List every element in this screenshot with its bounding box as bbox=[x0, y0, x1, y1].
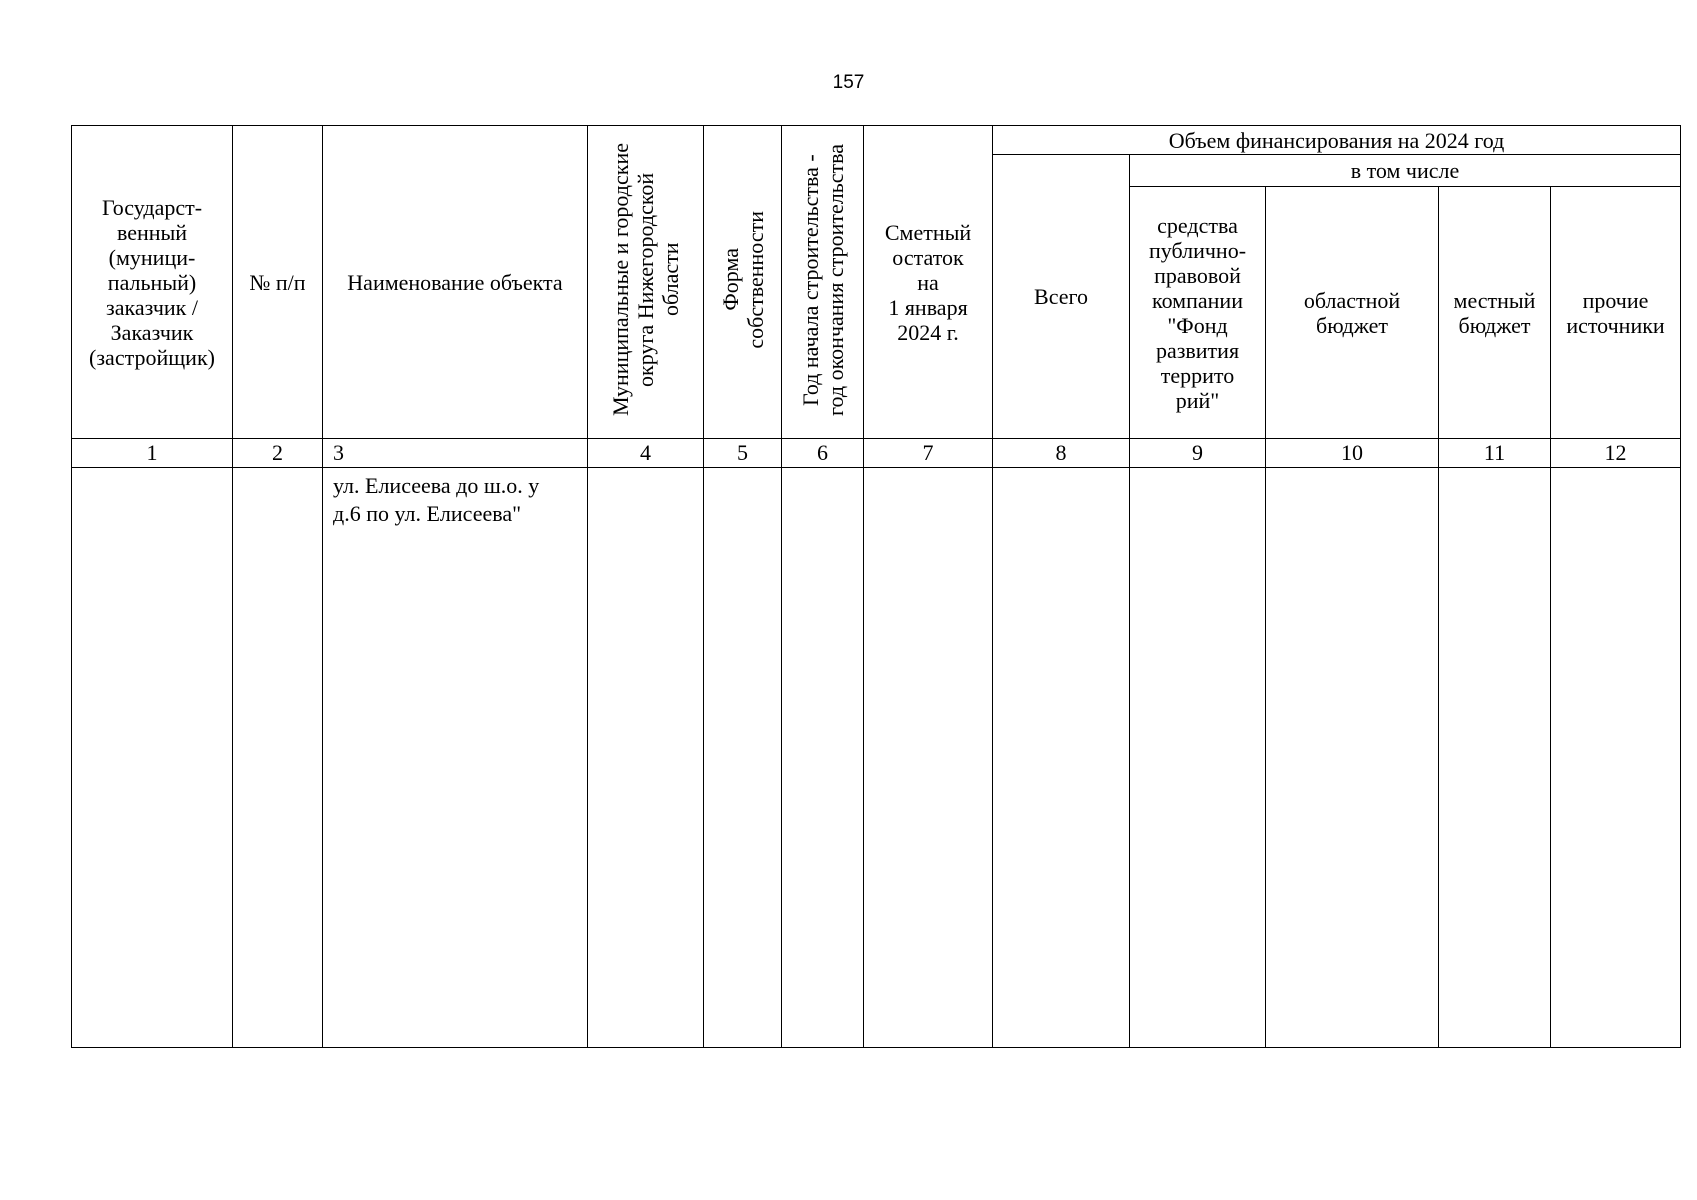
header-funding-volume-label: Объем финансирования на 2024 год bbox=[1168, 127, 1505, 153]
header-customer-line: Заказчик bbox=[110, 319, 194, 345]
cell-object-name bbox=[323, 468, 588, 1048]
header-fund-sources-line: средства bbox=[1157, 212, 1238, 238]
column-number: 2 bbox=[233, 439, 323, 468]
cell-ownership-form bbox=[704, 468, 782, 1048]
header-estimated-balance-line: на bbox=[917, 269, 939, 295]
header-fund-sources-line: "Фонд bbox=[1167, 312, 1228, 338]
column-number: 10 bbox=[1266, 439, 1439, 468]
header-total bbox=[993, 155, 1130, 439]
cell-regional-budget bbox=[1266, 468, 1439, 1048]
column-number: 6 bbox=[782, 439, 864, 468]
column-number: 1 bbox=[72, 439, 233, 468]
header-estimated-balance-line: Сметный bbox=[884, 219, 972, 245]
cell-construction-years bbox=[782, 468, 864, 1048]
header-fund-sources-line: рий" bbox=[1175, 387, 1220, 413]
header-estimated-balance-line: остаток bbox=[892, 244, 964, 270]
header-local-budget bbox=[1439, 187, 1551, 439]
header-construction-years-line: Год начала строительства - bbox=[797, 153, 823, 406]
header-customer-line: пальный) bbox=[107, 269, 197, 295]
financing-table bbox=[71, 125, 1681, 1048]
header-customer-line: венный bbox=[116, 219, 188, 245]
column-number: 11 bbox=[1439, 439, 1551, 468]
cell-fund-sources bbox=[1130, 468, 1266, 1048]
header-regional-budget-line: областной bbox=[1303, 287, 1401, 313]
header-construction-years bbox=[782, 126, 864, 439]
column-number: 9 bbox=[1130, 439, 1266, 468]
header-regional-budget bbox=[1266, 187, 1439, 439]
header-regional-budget-line: бюджет bbox=[1316, 312, 1388, 338]
cell-customer bbox=[72, 468, 233, 1048]
header-municipalities-line: Муниципальные и городские bbox=[608, 143, 633, 416]
header-estimated-balance-line: 1 января bbox=[888, 294, 968, 320]
cell-municipality bbox=[588, 468, 704, 1048]
page-number: 157 bbox=[832, 72, 865, 93]
header-other-sources-line: источники bbox=[1566, 312, 1665, 338]
cell-row-number bbox=[233, 468, 323, 1048]
header-total-label: Всего bbox=[1034, 284, 1088, 309]
header-customer-line: (муници- bbox=[108, 244, 196, 270]
header-fund-sources bbox=[1130, 187, 1266, 439]
header-local-budget-line: местный bbox=[1453, 287, 1536, 313]
header-fund-sources-line: компании bbox=[1152, 287, 1243, 313]
header-ownership-form-line: собственности bbox=[742, 210, 768, 349]
header-funding-volume bbox=[993, 126, 1681, 155]
header-row-funding bbox=[72, 126, 1681, 155]
header-object-name-label: Наименование объекта bbox=[347, 269, 563, 295]
header-estimated-balance-line: 2024 г. bbox=[897, 319, 959, 345]
header-fund-sources-line: правовой bbox=[1154, 262, 1241, 288]
cell-estimated-balance bbox=[864, 468, 993, 1048]
header-ownership-form bbox=[704, 126, 782, 439]
header-construction-years-text bbox=[798, 144, 848, 416]
header-municipalities-line: округа Нижегородской bbox=[633, 172, 658, 387]
header-municipalities bbox=[588, 126, 704, 439]
header-including bbox=[1130, 155, 1681, 187]
cell-object-name-line: д.6 по ул. Елисеева" bbox=[333, 501, 522, 526]
header-customer-line: (застройщик) bbox=[89, 344, 215, 370]
header-including-label: в том числе bbox=[1350, 158, 1460, 183]
cell-total bbox=[993, 468, 1130, 1048]
header-fund-sources-line: террито bbox=[1160, 362, 1235, 388]
header-ownership-form-line: Форма bbox=[717, 248, 743, 311]
header-ownership-form-text bbox=[718, 211, 768, 349]
column-number: 4 bbox=[588, 439, 704, 468]
header-other-sources bbox=[1551, 187, 1681, 439]
header-customer-line: заказчик / bbox=[106, 294, 198, 320]
cell-local-budget bbox=[1439, 468, 1551, 1048]
header-object-name bbox=[323, 126, 588, 439]
header-municipalities-text bbox=[608, 143, 683, 416]
cell-other-sources bbox=[1551, 468, 1681, 1048]
table-row bbox=[72, 468, 1681, 1048]
column-number: 7 bbox=[864, 439, 993, 468]
header-fund-sources-line: развития bbox=[1155, 337, 1240, 363]
header-row-number-label: № п/п bbox=[249, 269, 306, 295]
header-customer bbox=[72, 126, 233, 439]
header-row-number bbox=[233, 126, 323, 439]
header-local-budget-line: бюджет bbox=[1458, 312, 1531, 338]
column-number: 8 bbox=[993, 439, 1130, 468]
column-number: 5 bbox=[704, 439, 782, 468]
financing-table-container bbox=[71, 125, 1680, 1048]
header-municipalities-line: области bbox=[658, 242, 683, 317]
header-customer-line: Государст- bbox=[101, 194, 203, 220]
column-number: 12 bbox=[1551, 439, 1681, 468]
cell-object-name-line: ул. Елисеева до ш.о. у bbox=[333, 473, 540, 498]
header-fund-sources-line: публично- bbox=[1148, 237, 1247, 263]
header-estimated-balance bbox=[864, 126, 993, 439]
column-number-row bbox=[72, 439, 1681, 468]
header-construction-years-line: год окончания строительства bbox=[822, 143, 848, 416]
header-other-sources-line: прочие bbox=[1582, 287, 1649, 313]
column-number: 3 bbox=[323, 439, 588, 468]
